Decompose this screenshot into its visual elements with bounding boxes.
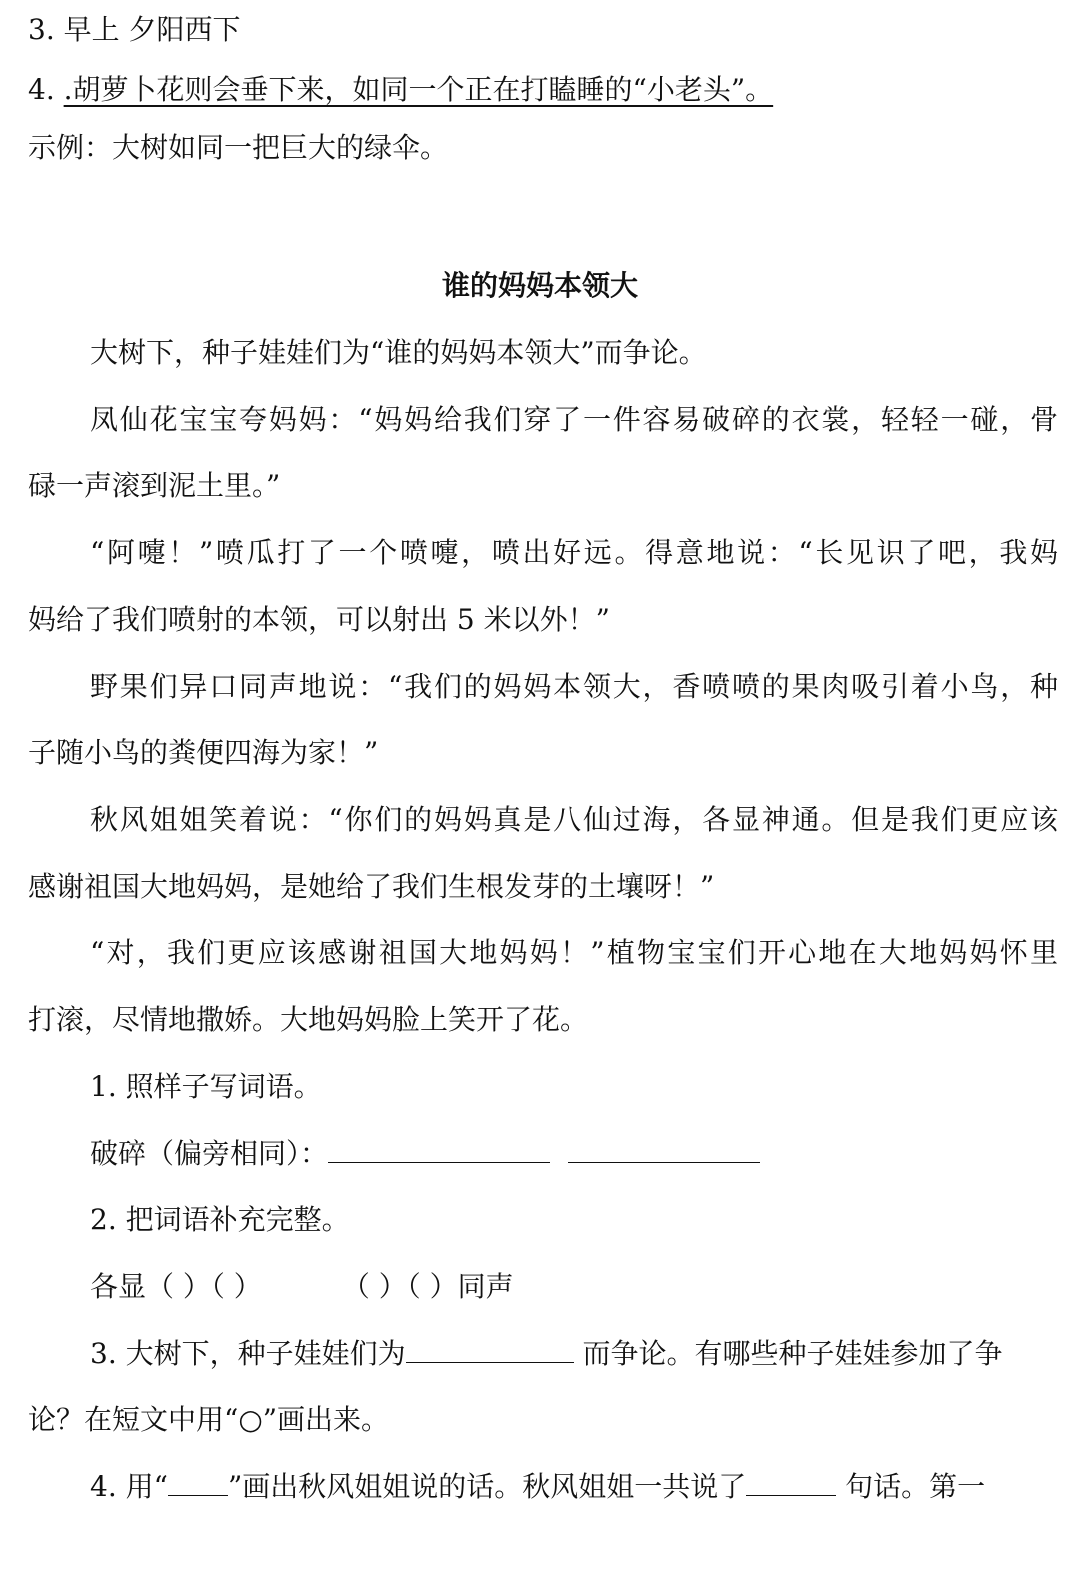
idiom-blank-2[interactable]: （ ）（ ）同声: [341, 1270, 514, 1303]
question-1-prompt-text: 破碎（偏旁相同）：: [90, 1137, 329, 1170]
paragraph-4-line-2: 子随小鸟的粪便四海为家！”: [28, 736, 379, 769]
question-4-text-c: 句话。第一: [836, 1470, 986, 1503]
question-2-items: [0, 1267, 1080, 1307]
prev-answer-4: [0, 70, 1080, 110]
paragraph-2-line-2: 碌一声滚到泥土里。”: [28, 469, 281, 502]
paragraph-2-line-1: 凤仙花宝宝夸妈妈：“妈妈给我们穿了一件容易破碎的衣裳，轻轻一碰，骨: [90, 403, 1058, 436]
question-3-text-b: 而争论。有哪些种子娃娃参加了争: [573, 1337, 1003, 1370]
question-2: 2. 把词语补充完整。: [90, 1203, 350, 1236]
paragraph-6-line-1: “对，我们更应该感谢祖国大地妈妈！”植物宝宝们开心地在大地妈妈怀里: [90, 936, 1058, 969]
question-4-line-1: [0, 1467, 1080, 1507]
underline-symbol: [168, 1473, 228, 1496]
passage-title: 谁的妈妈本领大: [441, 269, 638, 302]
answer-blank-1a[interactable]: [328, 1136, 550, 1163]
question-1: 1. 照样子写词语。: [90, 1070, 322, 1103]
paragraph-3-line-1: “阿嚏！”喷瓜打了一个喷嚏，喷出好远。得意地说：“长见识了吧，我妈: [90, 536, 1058, 569]
question-1-prompt: [0, 1134, 1080, 1174]
idiom-blank-1[interactable]: 各显（ ）（ ）: [90, 1270, 262, 1303]
paragraph-5-line-1: 秋风姐姐笑着说：“你们的妈妈真是八仙过海，各显神通。但是我们更应该: [90, 803, 1058, 836]
paragraph-3-line-2: 妈给了我们喷射的本领，可以射出 5 米以外！”: [28, 603, 610, 636]
question-3-line-2: 论？在短文中用“○”画出来。: [28, 1403, 390, 1436]
paragraph-4-line-1: 野果们异口同声地说：“我们的妈妈本领大，香喷喷的果肉吸引着小鸟，种: [90, 670, 1058, 703]
prev-example: 示例：大树如同一把巨大的绿伞。: [28, 131, 449, 164]
prev-answer-3: 3. 早上 夕阳西下: [28, 13, 241, 46]
paragraph-1: 大树下，种子娃娃们为“谁的妈妈本领大”而争论。: [90, 336, 707, 369]
answer-blank-1b[interactable]: [568, 1136, 760, 1163]
answer-blank-3[interactable]: [406, 1336, 574, 1363]
question-4-text-b: ”画出秋风姐姐说的话。秋风姐姐一共说了: [227, 1470, 747, 1503]
question-4-text-a: 4. 用“: [90, 1470, 168, 1503]
prev-answer-4-text: .胡萝卜花则会垂下来，如同一个正在打瞌睡的“小老头”。: [63, 73, 774, 106]
paragraph-5-line-2: 感谢祖国大地妈妈，是她给了我们生根发芽的土壤呀！”: [28, 870, 715, 903]
paragraph-6-line-2: 打滚，尽情地撒娇。大地妈妈脸上笑开了花。: [28, 1003, 589, 1036]
answer-blank-4[interactable]: [746, 1469, 836, 1496]
prev-answer-4-number: 4.: [28, 73, 64, 106]
question-3-line-1: [0, 1334, 1080, 1374]
question-3-text-a: 3. 大树下，种子娃娃们为: [90, 1337, 406, 1370]
